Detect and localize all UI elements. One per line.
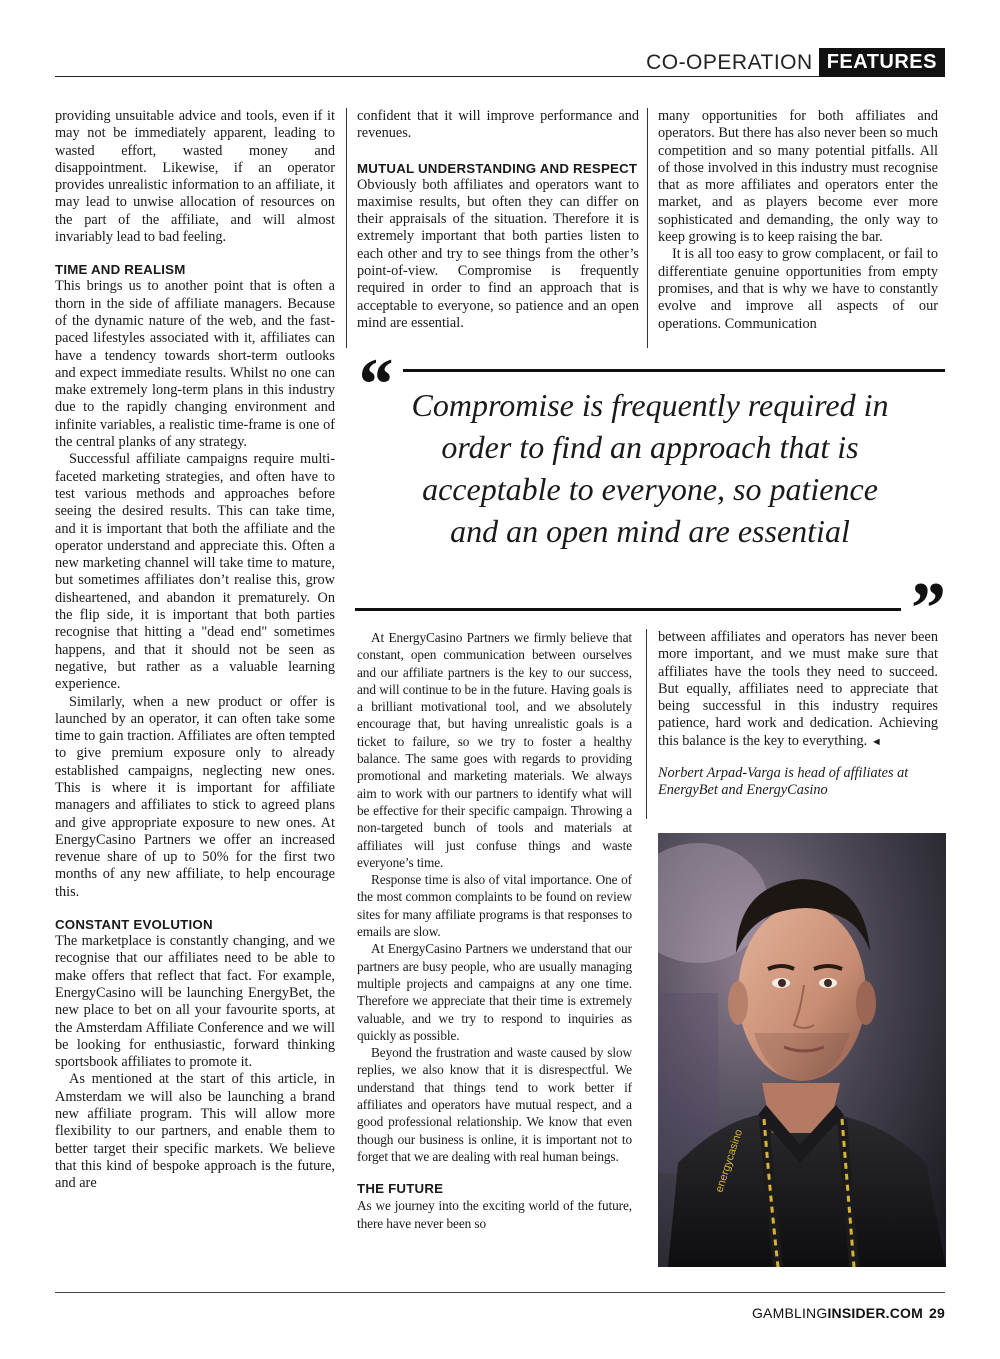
- open-quote-mark: “: [355, 344, 392, 426]
- features-tag: FEATURES: [819, 48, 945, 77]
- brand-com: .COM: [885, 1305, 924, 1321]
- end-mark-icon: ◄: [870, 735, 882, 748]
- article-column-2: [357, 108, 639, 332]
- pull-quote-text: Compromise is frequently required in order to find an approach that is acceptable to everyone, so patience and an open mind are essential: [411, 387, 889, 549]
- closing-paragraph-text: between affiliates and operators has never been more important, and we must make sure that affiliates have the tools they need to succeed. But equally, affiliates need to appreciate that being successful in this industry requires patience, hard work and dedication. Achieving this balance is the key to everything.: [658, 629, 938, 749]
- quote-bottom-rule: [355, 608, 901, 611]
- paragraph: providing unsuitable advice and tools, even if it may not be immediately apparent, leading to wasted effort, wasted money and disappointment. Likewise, if an operator provides unrealistic information to an affiliate, it may lead to unwise allocation of resources on the part of the affiliate, and will almost invariably lead to bad feeling.: [55, 108, 335, 246]
- column-divider: [346, 108, 347, 348]
- paragraph: The marketplace is constantly changing, and we recognise that our affiliates need to be able to make offers that reflect that fact. For example, EnergyCasino will be launching EnergyBet, the new place to bet on all your favourite sports, at the Amsterdam Affiliate Conference and we will be looking for enthusiastic, forward thinking sportsbook affiliates to promote it.: [55, 933, 335, 1071]
- article-column-1: [55, 108, 335, 1193]
- paragraph: This brings us to another point that is often a thorn in the side of affiliate managers. Because of the dynamic nature of the web, and the fast-paced lifestyles associated with it, affiliates can have a tendency towards short-term outlooks and expect immediate results. Whilst no one can make extremely long-term plans in this industry due to the rapidly changing environment and infinite variables, a realistic time-frame is one of the central planks of any strategy.: [55, 278, 335, 451]
- page-number: 29: [929, 1305, 945, 1321]
- paragraph: Similarly, when a new product or offer is launched by an operator, it can often take some time to gain traction. Affiliates are often tempted to give premium exposure only to already established campaigns, neglecting new ones. This is where it is important for affiliate managers and affiliates to stick to agreed plans and give appropriate exposure to new ones. At EnergyCasino Partners we offer an increased revenue share of up to 50% for the first two months of any new affiliate, to help encourage this.: [55, 693, 335, 900]
- page-header: [646, 48, 945, 77]
- page-footer: [752, 1305, 945, 1321]
- brand-insider: INSIDER: [827, 1305, 886, 1321]
- column-divider: [646, 629, 647, 819]
- close-quote-mark: ”: [907, 568, 944, 650]
- quote-top-rule: [403, 369, 945, 372]
- paragraph: Response time is also of vital importance. One of the most common complaints to be found on review sites for many affiliate programs is that responses to emails are slow.: [357, 872, 632, 940]
- portrait-illustration: [658, 833, 946, 1267]
- section-label: CO-OPERATION: [646, 51, 813, 74]
- pull-quote: [355, 344, 945, 650]
- article-column-3-lower: [658, 629, 938, 800]
- paragraph: Beyond the frustration and waste caused by slow replies, we also know that it is disrespectful. We understand that things tend to work better if affiliates and operators have mutual respect, and a good professional relationship. We know that even though our business is online, it is important not to forget that we are dealing with real human beings.: [357, 1045, 632, 1164]
- subheading-mutual-understanding: MUTUAL UNDERSTANDING AND RESPECT: [357, 160, 638, 176]
- footer-rule: [55, 1292, 945, 1293]
- author-bio: Norbert Arpad-Varga is head of affiliates at EnergyBet and EnergyCasino: [658, 765, 909, 799]
- lanyard-text: energycasino: [713, 1127, 746, 1194]
- paragraph: As mentioned at the start of this article, in Amsterdam we will also be launching a brand new affiliate program. This will allow more flexibility to our partners, and enable them to better target their specific markets. We believe that this kind of bespoke approach is the future, and are: [55, 1071, 335, 1192]
- article-column-3: [658, 108, 938, 333]
- brand-gambling: GAMBLING: [751, 1305, 828, 1321]
- author-photo: [658, 833, 946, 1267]
- paragraph: As we journey into the exciting world of the future, there have never been so: [357, 1198, 632, 1231]
- subheading-the-future: THE FUTURE: [357, 1181, 444, 1197]
- paragraph: many opportunities for both affiliates and operators. But there has also never been so much competition and so many potential pitfalls. All of those involved in this industry must recognise that as more affiliates and operators enter the market, and as players become ever more sophisticated and demanding, the only way to keep growing is to keep raising the bar.: [658, 108, 938, 246]
- paragraph: confident that it will improve performance and revenues.: [357, 108, 639, 142]
- column-divider: [647, 108, 648, 348]
- subheading-constant-evolution: CONSTANT EVOLUTION: [55, 917, 213, 933]
- paragraph: At EnergyCasino Partners we firmly believe that constant, open communication between ourselves and our affiliate partners is the key to our success, and will continue to be in the future. Having goals is a brilliant motivational tool, and we absolutely encourage that, but having unrealistic goals is a ticket to failure, so we try to foster a healthy balance. The same goes with regards to providing promotional and marketing materials. We always aim to work with our partners to identify what will be effective for their specific campaign. Throwing a non-targeted bunch of tools and materials at affiliates will just confuse things and waste everyone’s time.: [357, 630, 632, 870]
- paragraph: At EnergyCasino Partners we understand that our partners are busy people, who are usually managing multiple projects and campaigns at any one time. Therefore we appreciate that their time is extremely valuable, and we try to respond to inquiries as quickly as possible.: [357, 941, 632, 1043]
- paragraph: Obviously both affiliates and operators want to maximise results, but often they can differ on their appraisals of the situation. Therefore it is extremely important that both parties listen to each other and try to see things from the other’s point-of-view. Compromise is frequently required in order to find an approach that is acceptable to everyone, so patience and an open mind are essential.: [357, 176, 639, 331]
- paragraph: Successful affiliate campaigns require multi-faceted marketing strategies, and often have to test various methods and approaches before seeing the desired results. This can take time, and it is important that both the affiliate and the operator understand and appreciate this. Often a new marketing channel will take time to mature, but sometimes affiliates don’t realise this, grow disheartened, and abandon it prematurely. On the flip side, it is important that both parties recognise that hitting a "dead end" sometimes happens, and that it should not be seen as negative, but rather as a valuable learning experience.: [55, 451, 335, 693]
- paragraph: [658, 629, 938, 751]
- subheading-time-and-realism: TIME AND REALISM: [55, 262, 186, 278]
- article-column-2-lower: [357, 629, 632, 1232]
- paragraph: It is all too easy to grow complacent, or fail to differentiate genuine opportunities from empty promises, and that is why we have to constantly evolve and improve all aspects of our operations. Communication: [658, 246, 938, 332]
